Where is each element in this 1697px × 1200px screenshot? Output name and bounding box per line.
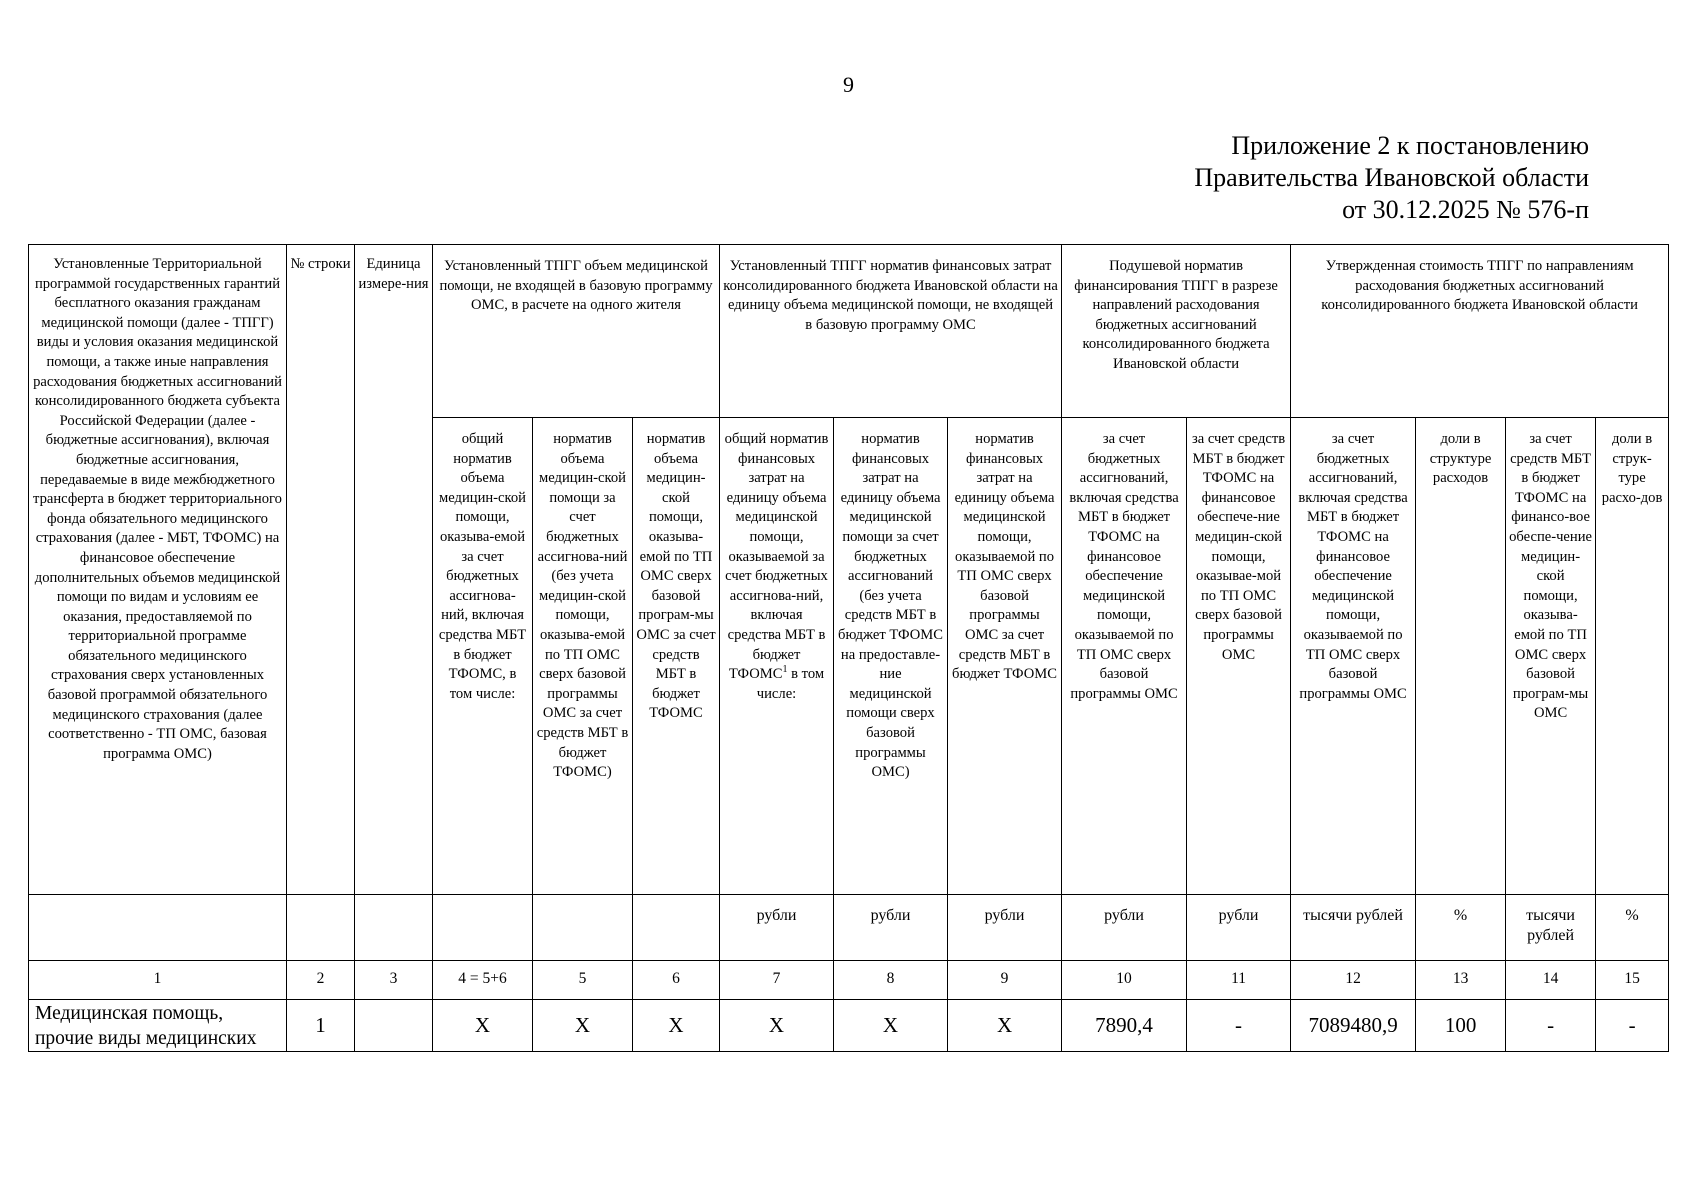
unit-cell-c9: рубли [948,895,1062,961]
page-number: 9 [843,72,854,97]
unit-cell-c15: % [1596,895,1669,961]
sub-head-c12: за счет бюджетных ассигнований, включая средства МБТ в бюджет ТФОМС на финансовое обеспечение медицинской помощи, оказываемой по ТП ОМС сверх базовой программы ОМС [1291,418,1416,895]
column-index-cell: 7 [720,961,834,1000]
data-cell-c8: X [834,1000,948,1052]
col-head-row-number: № строки [287,245,355,895]
group-head-volume: Установленный ТПГГ объем медицинской помощи, не входящей в базовую программу ОМС, в расчете на одного жителя [433,245,720,418]
data-cell-c9: X [948,1000,1062,1052]
sub-head-c8: норматив финансовых затрат на единицу объема медицинской помощи за счет бюджетных ассигнований (без учета средств МБТ в бюджет ТФОМС на предоставле-ние медицинской помощи сверх базовой программы ОМС) [834,418,948,895]
row-number-cell: 1 [287,1000,355,1052]
column-index-cell: 15 [1596,961,1669,1000]
row-unit-cell [355,1000,433,1052]
unit-cell-c6 [633,895,720,961]
units-row [29,895,1669,961]
data-cell-c13: 100 [1416,1000,1506,1052]
unit-cell-c13: % [1416,895,1506,961]
sub-head-c7-tail: в том числе: [756,666,825,702]
unit-cell-c5 [533,895,633,961]
data-cell-c4: X [433,1000,533,1052]
sub-head-c7-text: общий норматив финансовых затрат на единицу объема медицинской помощи, оказываемой за счет бюджетных ассигнова-ний, включая средства МБТ в бюджет ТФОМС [724,431,829,683]
sub-head-c9: норматив финансовых затрат на единицу объема медицинской помощи, оказываемой по ТП ОМС сверх базовой программы ОМС за счет средств МБТ в бюджет ТФОМС [948,418,1062,895]
unit-cell-c4 [433,895,533,961]
unit-cell-c1 [29,895,287,961]
sub-head-c11: за счет средств МБТ в бюджет ТФОМС на финансовое обеспече-ние медицин-ской помощи, оказывае-мой по ТП ОМС сверх базовой программы ОМС [1187,418,1291,895]
column-index-cell: 1 [29,961,287,1000]
data-cell-c14: - [1506,1000,1596,1052]
column-index-cell: 8 [834,961,948,1000]
column-index-cell: 13 [1416,961,1506,1000]
sub-head-c15: доли в струк-туре расхо-дов [1596,418,1669,895]
data-cell-c7: X [720,1000,834,1052]
appendix-line-2: Правительства Ивановской области [1194,163,1589,192]
footnote-marker: 1 [782,664,788,676]
sub-head-c7 [720,418,834,895]
data-cell-c15: - [1596,1000,1669,1052]
sub-head-c4: общий норматив объема медицин-ской помощи, оказыва-емой за счет бюджетных ассигнова-ний, включая средства МБТ в бюджет ТФОМС, в том числе: [433,418,533,895]
sub-head-c10: за счет бюджетных ассигнований, включая средства МБТ в бюджет ТФОМС на финансовое обеспечение медицинской помощи, оказываемой по ТП ОМС сверх базовой программы ОМС [1062,418,1187,895]
data-cell-c10: 7890,4 [1062,1000,1187,1052]
sub-head-c14: за счет средств МБТ в бюджет ТФОМС на финансо-вое обеспе-чение медицин-ской помощи, оказыва-емой по ТП ОМС сверх базовой програм-мы ОМС [1506,418,1596,895]
unit-cell-c7: рубли [720,895,834,961]
col-head-unit: Единица измере-ния [355,245,433,895]
data-cell-c6: X [633,1000,720,1052]
table-row [29,1000,1669,1052]
data-cell-c12: 7089480,9 [1291,1000,1416,1052]
budget-table [28,244,1669,1052]
sub-head-c5: норматив объема медицин-ской помощи за счет бюджетных ассигнова-ний (без учета медицин-ской помощи, оказыва-емой по ТП ОМС сверх базовой программы ОМС за счет средств МБТ в бюджет ТФОМС) [533,418,633,895]
sub-head-c6: норматив объема медицин-ской помощи, оказыва-емой по ТП ОМС сверх базовой програм-мы ОМС за счет средств МБТ в бюджет ТФОМС [633,418,720,895]
column-index-cell: 11 [1187,961,1291,1000]
unit-cell-c3 [355,895,433,961]
unit-cell-c12: тысячи рублей [1291,895,1416,961]
column-index-cell: 10 [1062,961,1187,1000]
column-index-cell: 5 [533,961,633,1000]
column-index-cell: 12 [1291,961,1416,1000]
appendix-line-1: Приложение 2 к постановлению [1231,131,1589,160]
appendix-line-3: от 30.12.2025 № 576-п [1342,195,1589,224]
sub-head-c13: доли в структуре расходов [1416,418,1506,895]
data-cell-c5: X [533,1000,633,1052]
unit-cell-c8: рубли [834,895,948,961]
header-row-groups [29,245,1669,418]
column-index-cell: 14 [1506,961,1596,1000]
column-index-cell: 9 [948,961,1062,1000]
column-index-cell: 6 [633,961,720,1000]
unit-cell-c11: рубли [1187,895,1291,961]
column-index-cell: 4 = 5+6 [433,961,533,1000]
group-head-approved-cost: Утвержденная стоимость ТПГГ по направлениям расходования бюджетных ассигнований консолидированного бюджета Ивановской области [1291,245,1669,418]
column-index-cell: 2 [287,961,355,1000]
group-head-per-capita: Подушевой норматив финансирования ТПГГ в разрезе направлений расходования бюджетных ассигнований консолидированного бюджета Ивановской области [1062,245,1291,418]
column-index-cell: 3 [355,961,433,1000]
column-index-row [29,961,1669,1000]
group-head-cost-norm: Установленный ТПГГ норматив финансовых затрат консолидированного бюджета Ивановской области на единицу объема медицинской помощи, не входящей в базовую программу ОМС [720,245,1062,418]
unit-cell-c10: рубли [1062,895,1187,961]
data-cell-c11: - [1187,1000,1291,1052]
col-head-services: Установленные Территориальной программой государственных гарантий бесплатного оказания гражданам медицинской помощи (далее - ТПГГ) виды и условия оказания медицинской помощи, а также иные направления расходования бюджетных ассигнований консолидированного бюджета субъекта Российской Федерации (далее - бюджетные ассигнования), включая бюджетные ассигнования, передаваемые в виде межбюджетного трансферта в бюджет территориального фонда обязательного медицинского страхования (далее - МБТ, ТФОМС) на финансовое обеспечение дополнительных объемов медицинской помощи по видам и условиям ее оказания, предоставляемой по территориальной программе обязательного медицинского страхования сверх установленных базовой программой обязательного медицинского страхования (далее соответственно - ТП ОМС, базовая программа ОМС) [29,245,287,895]
row-label: Медицинская помощь, прочие виды медицинских [29,1000,287,1052]
appendix-header [1194,130,1589,226]
unit-cell-c14: тысячи рублей [1506,895,1596,961]
unit-cell-c2 [287,895,355,961]
